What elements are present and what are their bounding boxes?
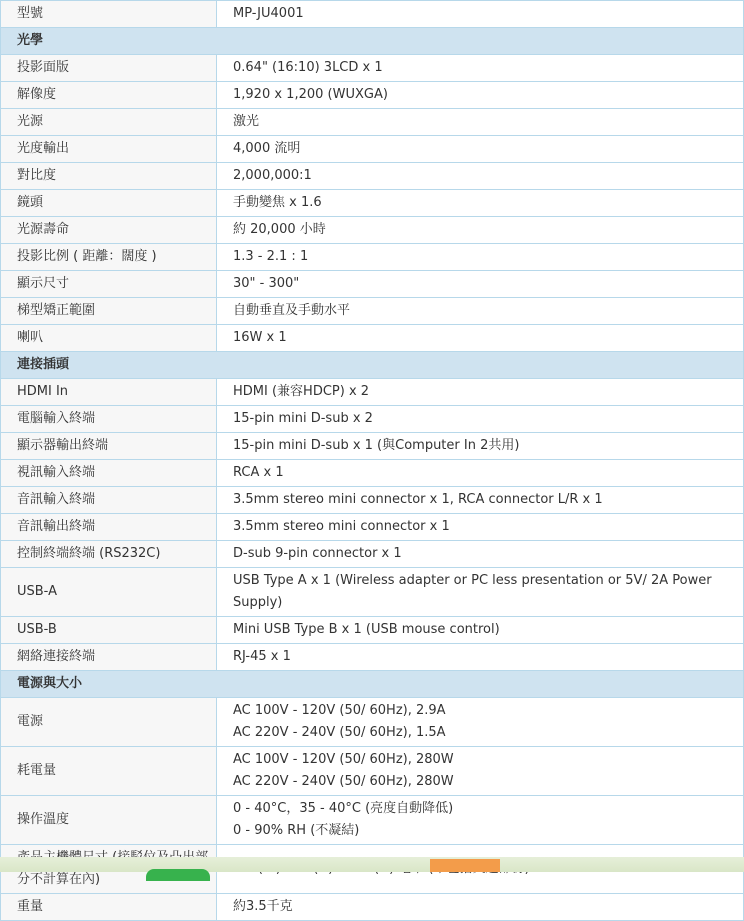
spec-value-line: AC 100V - 120V (50/ 60Hz), 2.9A [233,703,446,718]
spec-value [217,271,744,298]
spec-value-line: 3.5mm stereo mini connector x 1 [233,519,450,534]
spec-value [217,514,744,541]
spec-value [217,487,744,514]
spec-row [1,747,744,796]
spec-row [1,109,744,136]
spec-value-line: 約3.5千克 [233,899,293,914]
spec-value-line: MP-JU4001 [233,6,304,21]
spec-label: 光源壽命 [1,217,217,244]
spec-value [217,644,744,671]
spec-value [217,379,744,406]
spec-label: 投影比例 ( 距離：闊度 ) [1,244,217,271]
spec-label: 鏡頭 [1,190,217,217]
spec-value [217,163,744,190]
spec-label: 對比度 [1,163,217,190]
footer-green-tab[interactable] [146,869,210,881]
spec-row [1,379,744,406]
spec-row [1,541,744,568]
spec-value-line: 15-pin mini D-sub x 1 (與Computer In 2共用) [233,438,520,453]
footer-strip [0,857,744,872]
spec-row [1,433,744,460]
spec-row [1,163,744,190]
spec-value [217,1,744,28]
spec-value-line: RCA x 1 [233,465,284,480]
spec-label: 音訊輸出終端 [1,514,217,541]
spec-row [1,796,744,845]
spec-value-line: D-sub 9-pin connector x 1 [233,546,402,561]
spec-row [1,406,744,433]
spec-row [1,217,744,244]
spec-value [217,109,744,136]
spec-label: 顯示器輸出終端 [1,433,217,460]
spec-label: USB-B [1,617,217,644]
spec-row [1,82,744,109]
spec-value-line: 16W x 1 [233,330,287,345]
spec-value-line: 0 - 90% RH (不凝結) [233,823,360,838]
spec-row [1,271,744,298]
spec-row [1,644,744,671]
spec-row [1,698,744,747]
spec-value [217,894,744,921]
spec-label: 喇叭 [1,325,217,352]
spec-value-line: 0 - 40°C，35 - 40°C (亮度自動降低) [233,801,454,816]
spec-value-line: 手動變焦 x 1.6 [233,195,322,210]
spec-value-line: 激光 [233,114,260,129]
spec-label: 控制終端終端 (RS232C) [1,541,217,568]
spec-row [1,568,744,617]
spec-value [217,541,744,568]
spec-value [217,190,744,217]
spec-label: 耗電量 [1,747,217,796]
spec-value-line: 約 20,000 小時 [233,222,326,237]
spec-label: 網絡連接終端 [1,644,217,671]
spec-label: 分不計算在內) [1,845,217,894]
spec-value-line: 1,920 x 1,200 (WUXGA) [233,87,388,102]
spec-value [217,298,744,325]
spec-value-line: 1.3 - 2.1 : 1 [233,249,309,264]
spec-label: 顯示尺寸 [1,271,217,298]
spec-value-line: RJ-45 x 1 [233,649,291,664]
spec-value-line: 30" - 300" [233,276,300,291]
spec-value [217,460,744,487]
section-header-row [1,671,744,698]
spec-value [217,617,744,644]
section-title: 電源與大小 [1,671,744,698]
spec-value [217,82,744,109]
spec-table-body [1,1,744,921]
spec-label: 光源 [1,109,217,136]
spec-value [217,136,744,163]
spec-row [1,617,744,644]
spec-label: 梯型矯正範圍 [1,298,217,325]
spec-label: 投影面版 [1,55,217,82]
spec-label: USB-A [1,568,217,617]
spec-value-line: 15-pin mini D-sub x 2 [233,411,373,426]
spec-row [1,894,744,921]
spec-row [1,298,744,325]
spec-label: 電腦輸入終端 [1,406,217,433]
spec-value-line: 4,000 流明 [233,141,301,156]
spec-value-line: 0.64" (16:10) 3LCD x 1 [233,60,383,75]
spec-label: 電源 [1,698,217,747]
spec-value-line: HDMI (兼容HDCP) x 2 [233,384,370,399]
spec-label: 音訊輸入終端 [1,487,217,514]
spec-value-line: AC 220V - 240V (50/ 60Hz), 1.5A [233,725,446,740]
spec-value [217,325,744,352]
spec-label: 光度輸出 [1,136,217,163]
spec-row [1,460,744,487]
spec-label: HDMI In [1,379,217,406]
spec-label: 解像度 [1,82,217,109]
spec-value [217,568,744,617]
spec-row [1,55,744,82]
spec-label: 重量 [1,894,217,921]
spec-value [217,747,744,796]
section-header-row [1,352,744,379]
spec-value-line: 自動垂直及手動水平 [233,303,351,318]
spec-value-line: USB Type A x 1 (Wireless adapter or PC less presentation or 5V/ 2A Power Supply) [233,573,712,610]
spec-value [217,244,744,271]
section-title: 光學 [1,28,744,55]
spec-value-line: Mini USB Type B x 1 (USB mouse control) [233,622,500,637]
spec-row [1,487,744,514]
spec-value-line: AC 220V - 240V (50/ 60Hz), 280W [233,774,454,789]
section-header-row [1,28,744,55]
spec-value [217,406,744,433]
spec-value-line: 2,000,000:1 [233,168,312,183]
spec-value-line: 3.5mm stereo mini connector x 1, RCA connector L/R x 1 [233,492,603,507]
spec-row [1,1,744,28]
spec-value [217,55,744,82]
footer-orange-tab[interactable] [430,859,500,872]
spec-value [217,433,744,460]
spec-value [217,698,744,747]
spec-row [1,190,744,217]
spec-label: 視訊輸入終端 [1,460,217,487]
spec-row [1,325,744,352]
spec-row [1,514,744,541]
spec-label: 型號 [1,1,217,28]
spec-value [217,796,744,845]
section-title: 連接插頭 [1,352,744,379]
spec-row [1,244,744,271]
spec-value [217,217,744,244]
spec-label: 操作溫度 [1,796,217,845]
spec-value-line: AC 100V - 120V (50/ 60Hz), 280W [233,752,454,767]
spec-row [1,136,744,163]
